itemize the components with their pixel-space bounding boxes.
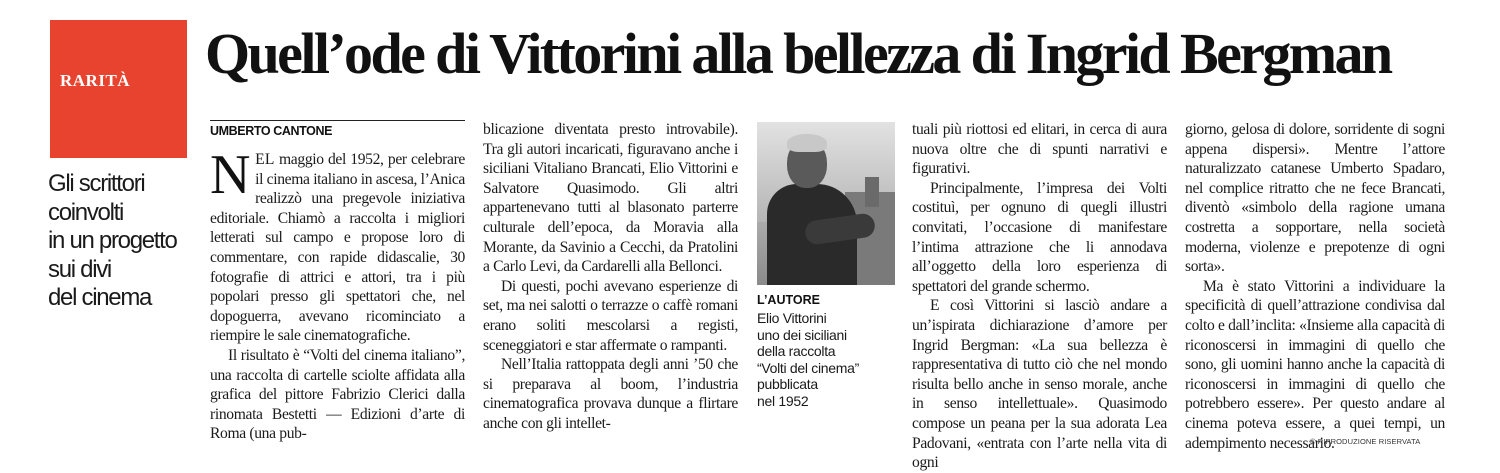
paragraph: Di questi, pochi avevano esperienze di set, ma nei salotti o terrazze o caffè romani erano soliti mescolarsi a registi, sceneggiatori e star affermate o rampanti. — [483, 277, 738, 354]
paragraph: tuali più riottosi ed elitari, in cerca di aura nuova oltre che di spunti narrativi e figurativi. — [912, 121, 1167, 178]
byline: UMBERTO CANTONE — [210, 124, 333, 138]
paragraph: Il risultato è “Volti del cinema italiano”, una raccolta di cartelle sciolte affidata alla grafica del pittore Fabrizio Clerici dalla rinomata Bestetti — Edizioni d’arte di Roma (una pub- — [210, 346, 465, 443]
author-photo — [757, 122, 895, 285]
caption-line: “Volti del cinema” — [757, 359, 859, 376]
lead-in: EL — [255, 151, 275, 168]
paragraph-text: maggio del 1952, per celebrare il cinema italiano in ascesa, l’Anica realizzò una pregevole iniziativa editoriale. Chiamò a raccolta i migliori letterati sul campo e propose loro di commentare, con rapide didascalie, 30 fotografie di attrici e attori, tra i più popolari presso gli spettatori che, nel dopoguerra, avevano ricominciato a riempire le sale cinematografiche. — [210, 151, 465, 345]
article-column-4 — [1185, 120, 1445, 453]
caption-line: pubblicata — [757, 376, 818, 392]
paragraph: Principalmente, l’impresa dei Volti costituì, per ognuno di quegli illustri convitati, l’occasione di manifestare l’intima attrazione che li annodava all’oggetto della loro esperienza di spettatori del grande schermo. — [912, 179, 1167, 295]
section-tag — [50, 20, 187, 158]
caption-line: della raccolta — [757, 343, 836, 359]
subhead-line: in un progetto — [48, 227, 177, 254]
paragraph: Ma è stato Vittorini a individuare la specificità di quell’attrazione condivisa dal colto e dall’inclita: «Insieme alla capacità di riconoscersi in immagini di quello che sono, gli uomini hanno anche la capacità di riconoscersi in immagini di quello che potrebbero essere». Per questo andare al cinema poteva essere, a quei tempi, un adempimento necessario. — [1185, 277, 1445, 452]
subhead-line: Gli scrittori — [48, 170, 145, 197]
article-column-2 — [483, 120, 738, 434]
paragraph — [210, 144, 465, 346]
caption-line: uno dei siciliani — [757, 326, 847, 343]
photo-caption — [757, 310, 902, 409]
drop-cap: N — [210, 144, 251, 206]
caption-title: L’AUTORE — [757, 293, 820, 307]
paragraph: giorno, gelosa di dolore, sorridente di sogni appena dispersi». Mentre l’attore naturalizzato catanese Umberto Spadaro, nel complice ritratto che ne fece Brancati, diventò «simbolo della ragione umana costretta a sopportare, nella società moderna, violenze e prepotenze di ogni sorta». — [1185, 121, 1445, 276]
paragraph: blicazione diventata presto introvabile). Tra gli autori incaricati, figuravano anche i siciliani Vitaliano Brancati, Elio Vittorini e Salvatore Quasimodo. Gli altri appartenevano tutti al blasonato parterre culturale dell’epoca, da Moravia alla Morante, da Savinio a Cecchi, da Pratolini a Carlo Levi, da Cardarelli alla Bellonci. — [483, 121, 738, 276]
subhead-line: coinvolti — [48, 198, 124, 226]
paragraph: E così Vittorini si lasciò andare a un’ispirata dichiarazione d’amore per Ingrid Bergman: «La sua bellezza è rappresentativa di tutto ciò che nel mondo risulta bello anche in senso morale, anche in senso intellettuale». Quasimodo compose un peana per la sua adorata Lea Padovani, «entrata con l’arte nella vita di ogni — [912, 297, 1167, 472]
caption-line: nel 1952 — [757, 392, 809, 409]
subhead-line: del cinema — [48, 284, 152, 311]
headline: Quell’ode di Vittorini alla bellezza di Ingrid Bergman — [205, 21, 1391, 86]
article-column-1 — [210, 144, 465, 444]
subhead — [48, 170, 198, 313]
byline-rule — [210, 120, 465, 121]
caption-line: Elio Vittorini — [757, 310, 827, 326]
section-tag-label: RARITÀ — [60, 71, 131, 90]
paragraph: Nell’Italia rattoppata degli anni ’50 che si preparava al boom, l’industria cinematografica provava dunque a flirtare anche con gli intellet- — [483, 356, 738, 432]
copyright-notice: © RIPRODUZIONE RISERVATA — [1310, 437, 1421, 446]
article-column-3 — [912, 120, 1167, 473]
subhead-line: sui divi — [48, 255, 111, 283]
